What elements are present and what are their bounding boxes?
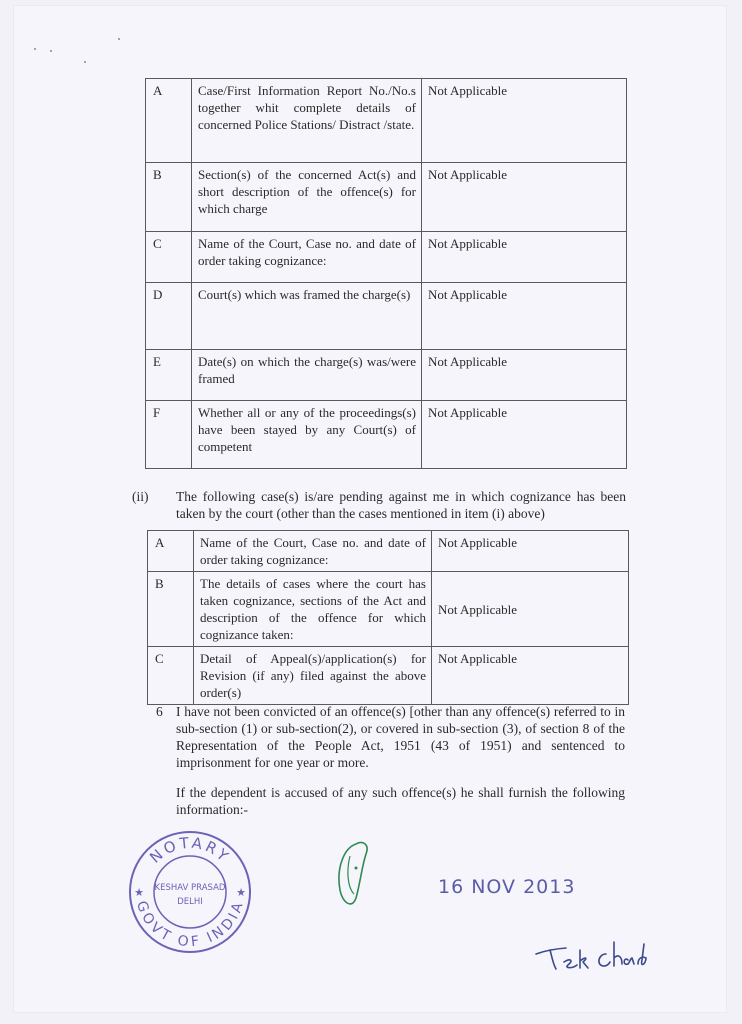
charges-table xyxy=(145,78,627,469)
date-stamp: 16 NOV 2013 xyxy=(438,876,576,898)
row-value: Not Applicable xyxy=(422,79,627,163)
section-ii-number: (ii) xyxy=(132,489,149,504)
table-row xyxy=(146,350,627,401)
section-ii-text: The following case(s) is/are pending against me in which cognizance has been taken by the court (other than the cases mentioned in item (i) above) xyxy=(176,489,626,521)
signature xyxy=(530,924,650,974)
scan-speck xyxy=(84,61,86,63)
scan-speck xyxy=(34,48,36,50)
scan-speck xyxy=(50,50,52,52)
table-row xyxy=(146,401,627,469)
row-value: Not Applicable xyxy=(422,401,627,469)
row-value: Not Applicable xyxy=(422,283,627,350)
row-value: Not Applicable xyxy=(432,647,629,705)
table-row xyxy=(146,232,627,283)
row-letter: A xyxy=(146,79,192,163)
notary-stamp xyxy=(126,828,254,956)
row-value: Not Applicable xyxy=(422,163,627,232)
row-description: Case/First Information Report No./No.s together whit complete details of concerned Police Stations/ Distract /state. xyxy=(192,79,422,163)
row-description: Name of the Court, Case no. and date of order taking cognizance: xyxy=(192,232,422,283)
svg-text:★: ★ xyxy=(134,886,144,899)
row-letter: D xyxy=(146,283,192,350)
row-letter: C xyxy=(146,232,192,283)
table-row xyxy=(146,163,627,232)
row-letter: B xyxy=(146,163,192,232)
row-letter: B xyxy=(148,572,194,647)
table-row xyxy=(146,283,627,350)
row-description: Date(s) on which the charge(s) was/were framed xyxy=(192,350,422,401)
row-description: Detail of Appeal(s)/application(s) for Revision (if any) filed against the above order(s) xyxy=(194,647,432,705)
svg-text:DELHI: DELHI xyxy=(177,897,203,907)
table-row xyxy=(148,531,629,572)
svg-text:★: ★ xyxy=(236,886,246,899)
row-letter: A xyxy=(148,531,194,572)
row-value: Not Applicable xyxy=(422,232,627,283)
table-row xyxy=(148,572,629,647)
initial-mark xyxy=(326,838,376,918)
row-description: The details of cases where the court has taken cognizance, sections of the Act and description of the offence for which cognizance taken: xyxy=(194,572,432,647)
dependent-text: If the dependent is accused of any such offence(s) he shall furnish the following information:- xyxy=(176,785,625,817)
row-description: Section(s) of the concerned Act(s) and short description of the offence(s) for which charge xyxy=(192,163,422,232)
section-6-number: 6 xyxy=(156,704,163,719)
row-letter: E xyxy=(146,350,192,401)
row-value: Not Applicable xyxy=(422,350,627,401)
svg-text:NOTARY: NOTARY xyxy=(146,833,234,867)
pending-cases-table xyxy=(147,530,629,705)
row-letter: F xyxy=(146,401,192,469)
row-description: Court(s) which was framed the charge(s) xyxy=(192,283,422,350)
row-description: Name of the Court, Case no. and date of order taking cognizance: xyxy=(194,531,432,572)
section-6-text: I have not been convicted of an offence(s) [other than any offence(s) referred to in sub-section (1) or sub-section(2), or covered in sub-section (3), of section 8 of the Representation of the People Act, 1951 (43 of 1951) and sentenced to imprisonment for one year or more. xyxy=(176,704,625,770)
row-value: Not Applicable xyxy=(432,531,629,572)
scan-speck xyxy=(118,38,120,40)
row-description: Whether all or any of the proceedings(s) have been stayed by any Court(s) of competent xyxy=(192,401,422,469)
svg-text:GOVT OF INDIA: GOVT OF INDIA xyxy=(132,898,248,951)
row-value: Not Applicable xyxy=(432,572,629,647)
svg-text:KESHAV PRASAD: KESHAV PRASAD xyxy=(154,883,226,893)
table-row xyxy=(146,79,627,163)
table-row xyxy=(148,647,629,705)
row-letter: C xyxy=(148,647,194,705)
